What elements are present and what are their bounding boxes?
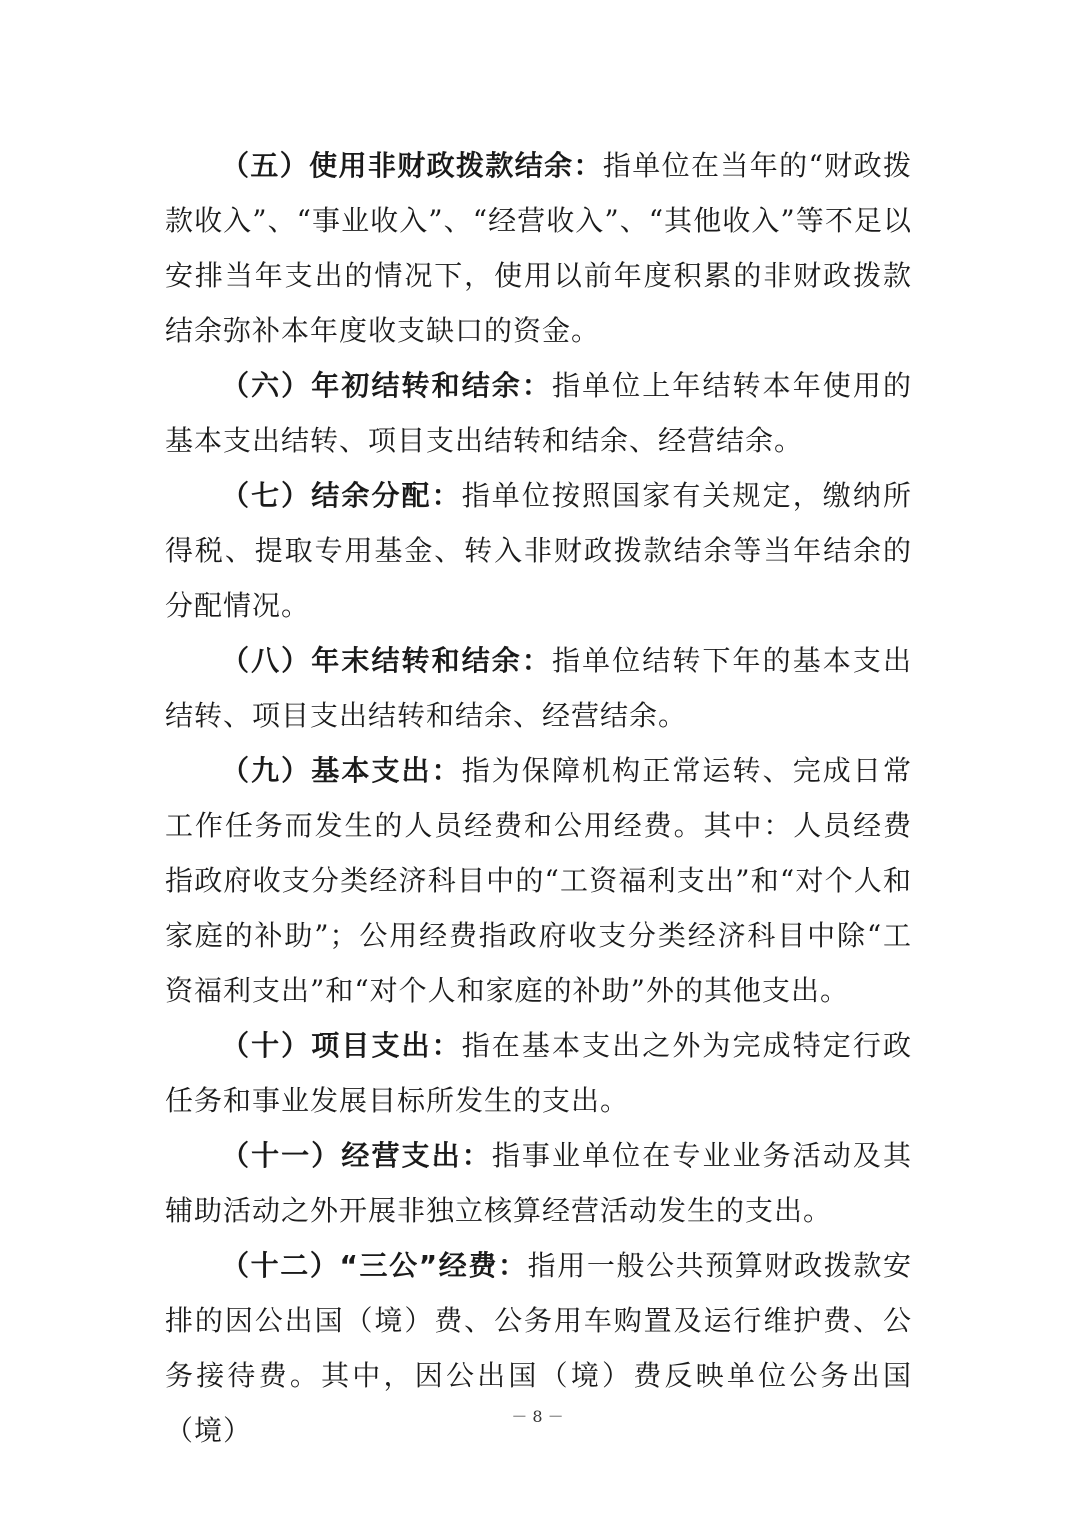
term-definition: 指在基本支出之外为完成特定行政任务和事业发展目标所发生的支出。 (165, 1029, 912, 1117)
term-heading: （八）年末结转和结余： (221, 644, 552, 677)
term-heading: （十二）“三公”经费： (221, 1249, 528, 1282)
paragraph-7 (165, 468, 912, 633)
term-definition: 指用一般公共预算财政拨款安排的因公出国（境）费、公务用车购置及运行维护费、公务接待费。其中，因公出国（境）费反映单位公务出国（境） (165, 1249, 912, 1447)
term-definition: 指为保障机构正常运转、完成日常工作任务而发生的人员经费和公用经费。其中：人员经费指政府收支分类经济科目中的“工资福利支出”和“对个人和家庭的补助”；公用经费指政府收支分类经济科目中除“工资福利支出”和“对个人和家庭的补助”外的其他支出。 (165, 754, 912, 1007)
paragraph-8 (165, 633, 912, 743)
paragraph-5 (165, 138, 912, 358)
term-heading: （五）使用非财政拨款结余： (221, 149, 603, 182)
term-definition: 指单位上年结转本年使用的基本支出结转、项目支出结转和结余、经营结余。 (165, 369, 912, 457)
term-definition: 指单位按照国家有关规定，缴纳所得税、提取专用基金、转入非财政拨款结余等当年结余的分配情况。 (165, 479, 912, 622)
term-heading: （十）项目支出： (221, 1029, 462, 1062)
term-definition: 指单位在当年的“财政拨款收入”、“事业收入”、“经营收入”、“其他收入”等不足以安排当年支出的情况下，使用以前年度积累的非财政拨款结余弥补本年度收支缺口的资金。 (165, 149, 912, 347)
term-definition: 指单位结转下年的基本支出结转、项目支出结转和结余、经营结余。 (165, 644, 912, 732)
paragraph-10 (165, 1018, 912, 1128)
term-heading: （十一）经营支出： (221, 1139, 492, 1172)
term-heading: （六）年初结转和结余： (221, 369, 552, 402)
document-body (165, 138, 912, 1458)
term-heading: （九）基本支出： (221, 754, 462, 787)
term-heading: （七）结余分配： (221, 479, 462, 512)
term-definition: 指事业单位在专业业务活动及其辅助活动之外开展非独立核算经营活动发生的支出。 (165, 1139, 912, 1227)
paragraph-6 (165, 358, 912, 468)
paragraph-9 (165, 743, 912, 1018)
page-number: － 8 － (511, 1407, 564, 1426)
paragraph-11 (165, 1128, 912, 1238)
